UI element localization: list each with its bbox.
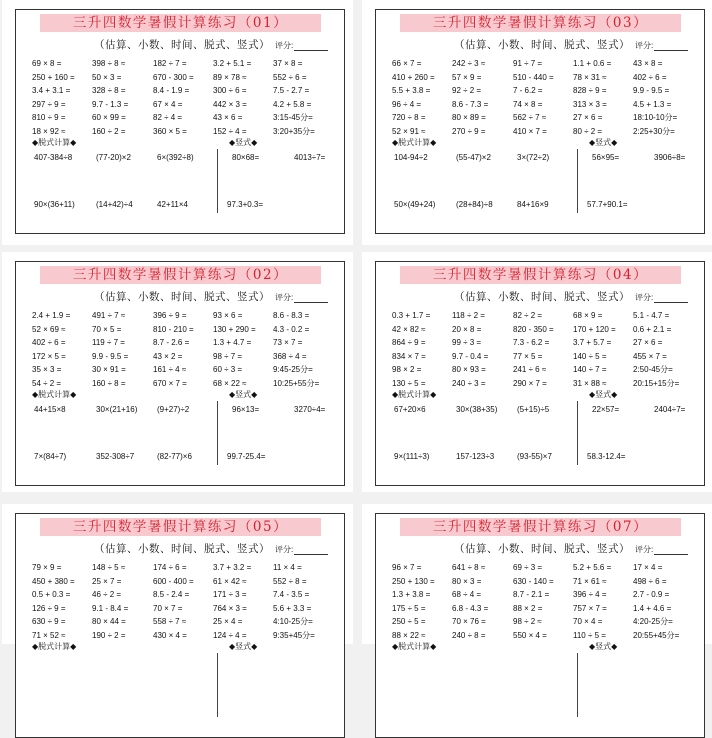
problem: 152 ÷ 4 = — [213, 126, 247, 136]
problem: 450 + 380 = — [32, 576, 75, 586]
problem: 25 × 7 = — [92, 576, 122, 586]
expression: (9+27)÷2 — [157, 405, 190, 414]
problem: 174 ÷ 6 = — [153, 563, 187, 572]
problem: 510 - 440 = — [513, 72, 554, 82]
problem: 148 ÷ 5 ≈ — [92, 563, 126, 572]
problem: 4.5 + 1.3 = — [633, 99, 672, 109]
problem: 6.8 - 4.3 = — [452, 603, 489, 613]
problem: 552 ÷ 8 = — [273, 576, 307, 586]
problem: 2.4 + 1.9 = — [32, 311, 71, 320]
expression: (5+15)÷5 — [517, 405, 550, 414]
oral-calculation-grid — [392, 310, 694, 390]
worksheet-subtitle: （估算、小数、时间、脱式、竖式） — [94, 291, 270, 303]
problem: 20 × 8 = — [452, 324, 482, 334]
problem: 9:45-25分= — [273, 365, 313, 374]
problem: 70 × 5 = — [92, 324, 122, 334]
problem: 98 ÷ 2 ≈ — [513, 617, 542, 626]
problem: 130 + 290 = — [213, 324, 256, 334]
problem: 42 × 82 ≈ — [392, 324, 426, 334]
problem: 7 - 6.2 = — [513, 86, 543, 95]
problem: 300 ÷ 6 = — [213, 86, 247, 95]
problem: 66 × 7 = — [392, 59, 422, 68]
problem: 17 × 4 = — [633, 563, 663, 572]
problem: 1.4 + 4.6 = — [633, 603, 672, 613]
problem: 3.4 + 3.1 = — [32, 86, 71, 95]
problem: 1.3 + 3.8 = — [392, 590, 431, 599]
problem: 242 ÷ 3 ≈ — [452, 59, 486, 68]
expression: 67+20×6 — [394, 405, 426, 414]
worksheet — [15, 261, 345, 486]
section-label-shushi: ◆竖式◆ — [229, 642, 258, 651]
expression: 58.3-12.4= — [587, 452, 626, 461]
expression: 407-384÷8 — [34, 153, 73, 162]
worksheet-subtitle: （估算、小数、时间、脱式、竖式） — [454, 543, 630, 555]
problem: 757 × 7 = — [573, 603, 607, 613]
problem: 52 × 69 ≈ — [32, 324, 66, 334]
problem: 2.7 - 0.9 = — [633, 590, 670, 599]
problem: 410 × 7 = — [513, 126, 547, 136]
problem: 5.5 + 3.8 = — [392, 86, 431, 95]
problem: 37 × 8 = — [273, 59, 303, 68]
score-field — [635, 40, 688, 51]
worksheet — [375, 513, 705, 738]
problem: 491 ÷ 7 ≈ — [92, 311, 126, 320]
expression: 97.3+0.3= — [227, 200, 264, 209]
problem: 558 ÷ 7 ≈ — [153, 617, 187, 626]
score-blank-line — [294, 295, 328, 303]
section-label-shushi: ◆竖式◆ — [589, 642, 618, 651]
expression: 104-94÷2 — [394, 153, 428, 162]
problem: 93 × 6 = — [213, 311, 243, 320]
problem: 69 ÷ 3 = — [513, 563, 543, 572]
expression: 80×68= — [232, 153, 260, 162]
problem: 69 × 8 = — [32, 59, 62, 68]
worksheet — [375, 261, 705, 486]
expression: 9×(111÷3) — [394, 452, 430, 461]
problem: 455 × 7 = — [633, 351, 667, 361]
problem: 70 × 76 = — [452, 617, 486, 626]
worksheet-title: 三升四数学暑假计算练习（01） — [40, 14, 321, 32]
problem: 720 ÷ 8 = — [392, 113, 426, 122]
problem: 96 × 7 = — [392, 563, 422, 572]
problem: 250 ÷ 5 = — [392, 617, 426, 626]
problem: 79 × 9 = — [32, 563, 62, 572]
problem: 172 × 5 = — [32, 351, 66, 361]
problem: 9.9 - 9.5 = — [92, 351, 129, 361]
problem: 98 × 2 = — [392, 365, 422, 374]
problem: 175 ÷ 5 = — [392, 603, 426, 613]
score-field — [275, 544, 328, 555]
problem: 18 × 92 ≈ — [32, 126, 66, 136]
score-label: 评分: — [635, 545, 654, 554]
expression: 6×(392÷8) — [157, 153, 194, 162]
problem: 313 × 3 = — [573, 99, 607, 109]
section-label-tuoshi: ◆脱式计算◆ — [32, 642, 77, 651]
problem: 9.1 - 8.4 = — [92, 603, 129, 613]
worksheet-card[interactable] — [362, 0, 712, 245]
expression: 352-308÷7 — [96, 452, 135, 461]
expression: 3906÷8= — [654, 153, 686, 162]
problem: 8.7 - 2.1 = — [513, 590, 550, 599]
problem: 140 ÷ 5 = — [573, 351, 607, 361]
problem: 402 ÷ 6 = — [633, 72, 667, 82]
worksheet-title: 三升四数学暑假计算练习（07） — [400, 518, 681, 536]
expression: 42+11×4 — [157, 200, 188, 209]
problem: 68 × 9 = — [573, 311, 603, 320]
problem: 0.5 + 0.3 = — [32, 590, 71, 599]
problem: 170 + 120 = — [573, 324, 616, 334]
problem: 60 ÷ 3 = — [213, 365, 243, 374]
problem: 88 × 22 ≈ — [392, 630, 426, 640]
expression: 2404÷7= — [654, 405, 686, 414]
problem: 250 + 160 = — [32, 72, 75, 82]
problem: 442 × 3 = — [213, 99, 247, 109]
problem: 92 ÷ 2 = — [452, 86, 482, 95]
problem: 140 ÷ 7 = — [573, 365, 607, 374]
problem: 4:10-25分= — [273, 617, 313, 626]
problem: 402 ÷ 6 = — [32, 338, 66, 347]
expression: (93-55)×7 — [517, 452, 552, 461]
problem: 3:15-45分= — [273, 113, 313, 122]
problem: 77 × 5 = — [513, 351, 543, 361]
problem: 70 × 4 = — [573, 617, 603, 626]
problem: 31 × 88 ≈ — [573, 378, 607, 388]
problem: 396 ÷ 4 = — [573, 590, 607, 599]
problem: 4:20-25分= — [633, 617, 673, 626]
problem: 398 ÷ 8 ≈ — [92, 59, 126, 68]
score-label: 评分: — [275, 545, 294, 554]
problem: 110 ÷ 5 = — [573, 630, 606, 640]
worksheet-card[interactable] — [362, 252, 712, 492]
section-label-tuoshi: ◆脱式计算◆ — [32, 138, 77, 147]
problem: 30 × 91 = — [92, 365, 126, 374]
problem: 88 × 2 = — [513, 603, 543, 613]
problem: 160 ÷ 2 = — [92, 126, 126, 136]
problem: 71 × 52 ≈ — [32, 630, 66, 640]
problem: 290 × 7 = — [513, 378, 547, 388]
problem: 118 ÷ 2 = — [452, 311, 485, 320]
problem: 2:25+30分= — [633, 126, 675, 136]
problem: 360 × 5 = — [153, 126, 187, 136]
problem: 670 × 7 = — [153, 378, 187, 388]
oral-calculation-grid — [32, 562, 334, 642]
problem: 250 + 130 = — [392, 576, 435, 586]
expression: 22×57= — [592, 405, 620, 414]
problem: 20:55+45分= — [633, 630, 680, 640]
column-divider — [217, 401, 218, 465]
section-label-shushi: ◆竖式◆ — [589, 138, 618, 147]
problem: 3.7 + 3.2 = — [213, 563, 252, 572]
problem: 190 ÷ 2 = — [92, 630, 126, 640]
score-label: 评分: — [635, 293, 654, 302]
worksheet — [15, 513, 345, 738]
problem: 410 + 260 = — [392, 72, 435, 82]
problem: 670 - 300 = — [153, 72, 194, 82]
score-field — [635, 292, 688, 303]
problem: 54 ÷ 2 = — [32, 378, 62, 388]
problem: 74 × 8 = — [513, 99, 543, 109]
expression: 3×(72÷2) — [517, 153, 550, 162]
expression: 30×(21+16) — [96, 405, 138, 414]
section-label-shushi: ◆竖式◆ — [589, 390, 618, 399]
problem: 430 × 4 = — [153, 630, 187, 640]
problem: 70 × 7 = — [153, 603, 183, 613]
score-blank-line — [654, 43, 688, 51]
worksheet — [15, 9, 345, 234]
expression: (28+84)÷8 — [456, 200, 493, 209]
column-divider — [217, 149, 218, 213]
problem: 3:20+35分= — [273, 126, 315, 136]
problem: 96 ÷ 4 = — [392, 99, 422, 109]
problem: 2:50-45分= — [633, 365, 673, 374]
score-label: 评分: — [635, 41, 654, 50]
worksheet-subtitle: （估算、小数、时间、脱式、竖式） — [454, 39, 630, 51]
score-field — [275, 292, 328, 303]
problem: 7.4 - 3.5 = — [273, 590, 310, 599]
problem: 600 - 400 = — [153, 576, 194, 586]
problem: 9:35+45分= — [273, 630, 315, 640]
problem: 9.7 - 0.4 = — [452, 351, 489, 361]
problem: 10:25+55分= — [273, 378, 320, 388]
problem: 124 ÷ 4 = — [213, 630, 247, 640]
problem: 18:10-10分= — [633, 113, 678, 122]
expression: 30×(38+35) — [456, 405, 498, 414]
score-label: 评分: — [275, 41, 294, 50]
problem: 160 ÷ 8 = — [92, 378, 126, 388]
score-blank-line — [294, 547, 328, 555]
problem: 8.6 - 8.3 = — [273, 311, 310, 320]
section-label-tuoshi: ◆脱式计算◆ — [392, 642, 437, 651]
problem: 43 × 8 = — [633, 59, 663, 68]
problem: 161 ÷ 4 ≈ — [153, 365, 187, 374]
problem: 43 × 2 = — [153, 351, 183, 361]
score-blank-line — [654, 295, 688, 303]
problem: 68 ÷ 4 = — [452, 590, 482, 599]
problem: 0.3 + 1.7 = — [392, 311, 431, 320]
problem: 27 × 6 = — [633, 338, 663, 347]
expression: 57.7+90.1= — [587, 200, 628, 209]
problem: 641 ÷ 8 ≈ — [452, 563, 486, 572]
column-divider — [577, 401, 578, 465]
problem: 498 ÷ 6 = — [633, 576, 667, 586]
worksheet-subtitle: （估算、小数、时间、脱式、竖式） — [454, 291, 630, 303]
problem: 60 × 99 = — [92, 113, 126, 122]
problem: 80 × 3 = — [452, 576, 482, 586]
problem: 8.5 - 2.4 = — [153, 590, 190, 599]
expression: (77-20)×2 — [96, 153, 131, 162]
problem: 630 - 140 = — [513, 576, 554, 586]
section-label-shushi: ◆竖式◆ — [229, 138, 258, 147]
score-field — [275, 40, 328, 51]
problem: 270 ÷ 9 = — [452, 126, 486, 136]
problem: 297 ÷ 9 = — [32, 99, 66, 109]
expression: 3270÷4= — [294, 405, 326, 414]
problem: 396 ÷ 9 = — [153, 311, 187, 320]
problem: 68 × 22 ≈ — [213, 378, 247, 388]
expression: 50×(49+24) — [394, 200, 436, 209]
problem: 98 ÷ 7 = — [213, 351, 243, 361]
problem: 82 ÷ 4 = — [153, 113, 183, 122]
problem: 52 × 91 ≈ — [392, 126, 426, 136]
problem: 1.1 + 0.6 = — [573, 59, 612, 68]
problem: 8.4 - 1.9 = — [153, 86, 190, 95]
section-label-tuoshi: ◆脱式计算◆ — [32, 390, 77, 399]
problem: 8.7 - 2.6 = — [153, 338, 190, 347]
problem: 3.2 + 5.1 = — [213, 59, 252, 68]
problem: 810 - 210 = — [153, 324, 194, 334]
problem: 43 × 6 = — [213, 113, 243, 122]
problem: 864 ÷ 9 = — [392, 338, 426, 347]
problem: 50 × 3 = — [92, 72, 122, 82]
problem: 5.6 + 3.3 = — [273, 603, 312, 613]
oral-calculation-grid — [32, 58, 334, 138]
problem: 25 × 4 = — [213, 617, 243, 626]
problem: 820 - 350 = — [513, 324, 554, 334]
section-label-tuoshi: ◆脱式计算◆ — [392, 390, 437, 399]
worksheet-card[interactable] — [2, 252, 353, 492]
expression: 84+16×9 — [517, 200, 549, 209]
problem: 764 × 3 = — [213, 603, 247, 613]
problem: 73 × 7 = — [273, 338, 303, 347]
section-label-tuoshi: ◆脱式计算◆ — [392, 138, 437, 147]
problem: 5.1 - 4.7 = — [633, 311, 670, 320]
problem: 328 ÷ 8 = — [92, 86, 126, 95]
problem: 834 × 7 = — [392, 351, 426, 361]
worksheet-card[interactable] — [2, 0, 353, 245]
problem: 80 × 93 = — [452, 365, 486, 374]
expression: 96×13= — [232, 405, 260, 414]
problem: 67 × 4 = — [153, 99, 183, 109]
expression: 7×(84÷7) — [34, 452, 67, 461]
worksheet-card[interactable] — [362, 504, 712, 651]
column-divider — [577, 149, 578, 213]
worksheet — [375, 9, 705, 234]
problem: 630 ÷ 9 = — [32, 617, 66, 626]
expression: (55-47)×2 — [456, 153, 491, 162]
problem: 82 ÷ 2 = — [513, 311, 543, 320]
oral-calculation-grid — [32, 310, 334, 390]
expression: 56×95= — [592, 153, 620, 162]
score-label: 评分: — [275, 293, 294, 302]
problem: 7.5 - 2.7 = — [273, 86, 310, 95]
expression: 90×(36+11) — [34, 200, 75, 209]
worksheet-title: 三升四数学暑假计算练习（04） — [400, 266, 681, 284]
score-field — [635, 544, 688, 555]
problem: 46 ÷ 2 = — [92, 590, 122, 599]
score-blank-line — [294, 43, 328, 51]
problem: 130 ÷ 5 = — [392, 378, 426, 388]
expression: 44+15×8 — [34, 405, 66, 414]
expression: 4013÷7= — [294, 153, 326, 162]
problem: 3.7 + 5.7 = — [573, 338, 612, 347]
problem: 57 × 9 = — [452, 72, 482, 82]
problem: 552 ÷ 6 = — [273, 72, 307, 82]
problem: 1.3 + 4.7 = — [213, 338, 252, 347]
problem: 99 ÷ 3 = — [452, 338, 482, 347]
problem: 80 × 44 = — [92, 617, 126, 626]
expression: (82-77)×6 — [157, 452, 192, 461]
oral-calculation-grid — [392, 58, 694, 138]
problem: 89 × 78 ≈ — [213, 72, 247, 82]
problem: 80 ÷ 2 = — [573, 126, 603, 136]
problem: 27 × 6 = — [573, 113, 603, 122]
problem: 810 ÷ 9 = — [32, 113, 66, 122]
expression: 157-123÷3 — [456, 452, 495, 461]
section-label-shushi: ◆竖式◆ — [229, 390, 258, 399]
problem: 71 × 61 ≈ — [573, 576, 607, 586]
problem: 20:15+15分= — [633, 378, 680, 388]
problem: 171 ÷ 3 = — [213, 590, 247, 599]
problem: 35 × 3 = — [32, 365, 62, 374]
problem: 550 × 4 = — [513, 630, 547, 640]
expression: (14+42)÷4 — [96, 200, 133, 209]
problem: 9.7 - 1.3 = — [92, 99, 129, 109]
problem: 5.2 + 5.6 = — [573, 563, 612, 572]
expression: 99.7-25.4= — [227, 452, 266, 461]
score-blank-line — [654, 547, 688, 555]
problem: 182 ÷ 7 = — [153, 59, 187, 68]
worksheet-title: 三升四数学暑假计算练习（05） — [40, 518, 321, 536]
worksheet-title: 三升四数学暑假计算练习（03） — [400, 14, 681, 32]
column-divider — [577, 653, 578, 717]
problem: 80 × 89 = — [452, 113, 486, 122]
column-divider — [217, 653, 218, 717]
problem: 11 × 4 = — [273, 563, 302, 572]
problem: 91 ÷ 7 = — [513, 59, 543, 68]
problem: 4.2 + 5.8 = — [273, 99, 312, 109]
problem: 240 ÷ 3 = — [452, 378, 486, 388]
worksheet-card[interactable] — [2, 504, 353, 651]
problem: 7.3 - 6.2 = — [513, 338, 550, 347]
problem: 368 ÷ 4 = — [273, 351, 307, 361]
problem: 4.3 - 0.2 = — [273, 324, 310, 334]
problem: 126 ÷ 9 = — [32, 603, 66, 613]
problem: 78 × 31 ≈ — [573, 72, 607, 82]
problem: 241 ÷ 6 ≈ — [513, 365, 547, 374]
oral-calculation-grid — [392, 562, 694, 642]
problem: 8.6 - 7.3 = — [452, 99, 489, 109]
problem: 828 ÷ 9 = — [573, 86, 607, 95]
problem: 240 ÷ 8 = — [452, 630, 486, 640]
problem: 119 ÷ 7 = — [92, 338, 125, 347]
worksheet-subtitle: （估算、小数、时间、脱式、竖式） — [94, 39, 270, 51]
problem: 61 × 42 ≈ — [213, 576, 247, 586]
worksheet-subtitle: （估算、小数、时间、脱式、竖式） — [94, 543, 270, 555]
problem: 0.6 + 2.1 = — [633, 324, 672, 334]
worksheet-title: 三升四数学暑假计算练习（02） — [40, 266, 321, 284]
problem: 9.9 - 9.5 = — [633, 86, 670, 95]
problem: 562 ÷ 7 ≈ — [513, 113, 547, 122]
